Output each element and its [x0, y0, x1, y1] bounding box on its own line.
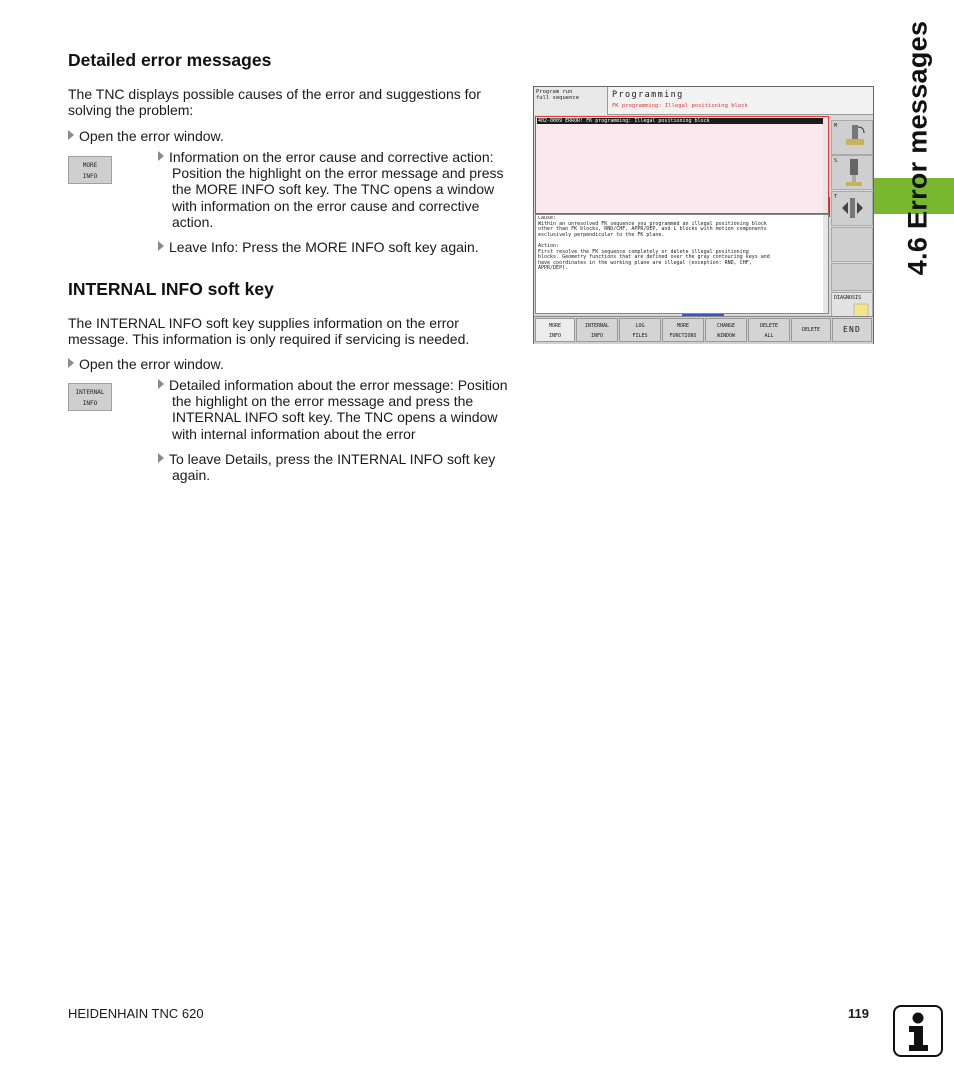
- spindle-m-softkey[interactable]: [831, 120, 873, 155]
- footer-product: HEIDENHAIN TNC 620: [68, 1006, 204, 1021]
- focus-indicator: [829, 197, 830, 217]
- softkey-more-functions[interactable]: [662, 318, 704, 342]
- heading-internal-info-soft-key: INTERNAL INFO soft key: [68, 279, 274, 299]
- screen-title: Programming: [612, 90, 684, 100]
- tool-icon: [832, 156, 872, 189]
- chapter-tab: [898, 20, 938, 276]
- vertical-softkey-bar: [831, 117, 873, 315]
- page-number: 119: [848, 1006, 869, 1021]
- side-label-s: S: [834, 158, 838, 164]
- softkey-label: CHANGE: [716, 323, 736, 329]
- info-text: Cause: Within an unresolved FK sequence you programmed an illegal positioning block other than FK blocks, RND/CHF, APPR/DEP, and L blocks with motion components exclusively perpendicular to the FK plane. Action: First resolve the FK sequence completely or delete illegal positioning blocks. Geometry functions that are defined over the gray contouring keys and have coordinates in the working plane are illegal (exception: RND, CHF, APPR/DEP).: [538, 216, 770, 272]
- title-box: [608, 87, 873, 115]
- empty-softkey-1[interactable]: [831, 227, 873, 262]
- arrow-icon: [158, 151, 164, 161]
- mode-line2: full sequence: [536, 95, 580, 102]
- tnc-error-screenshot: [533, 86, 874, 344]
- error-line-highlight[interactable]: 402-0009 ERROR! FK programming: Illegal positioning block: [537, 118, 827, 124]
- heading-detailed-error-messages: Detailed error messages: [68, 50, 272, 70]
- section2-step2: [158, 377, 510, 442]
- softkey-label: ALL: [764, 333, 774, 339]
- diagnosis-label: DIAGNOSIS: [834, 295, 862, 301]
- arrow-icon: [68, 358, 74, 368]
- softkey-end[interactable]: [832, 318, 872, 342]
- softkey-label: LOG: [635, 323, 645, 329]
- section2-step1: [68, 356, 508, 372]
- arrow-icon: [68, 130, 74, 140]
- section2-intro: The INTERNAL INFO soft key supplies information on the error message. This information is only required if servicing is needed.: [68, 315, 470, 348]
- side-label-t: T: [834, 194, 838, 200]
- mode-line1: Program run: [536, 89, 573, 95]
- step-text: Detailed information about the error message: Position the highlight on the error message and press the INTERNAL INFO soft key. The TNC opens a window with internal information about the error: [169, 377, 508, 442]
- spindle-icon: [832, 121, 872, 154]
- softkey-more-info[interactable]: [535, 318, 575, 342]
- softkey-label: MORE: [676, 323, 690, 329]
- info-glyph: [895, 1007, 941, 1055]
- spindle-s-softkey[interactable]: [831, 155, 873, 190]
- info-window: [535, 214, 829, 314]
- tool-t-softkey[interactable]: [831, 191, 873, 226]
- softkey-label: INFO: [548, 333, 562, 339]
- section1-step2: [158, 149, 510, 230]
- step-text: Open the error window.: [79, 128, 224, 144]
- section1-step1: [68, 128, 508, 144]
- softkey-delete[interactable]: [791, 318, 831, 342]
- softkey-log-files[interactable]: [619, 318, 661, 342]
- section1-step3: [158, 239, 510, 255]
- info-icon: [893, 1005, 943, 1057]
- info-scrollbar[interactable]: [823, 215, 828, 313]
- tool-change-icon: [832, 192, 872, 225]
- softkey-label: END: [842, 325, 862, 334]
- side-label-m: M: [834, 123, 838, 129]
- screen-subtitle: FK programming: Illegal positioning block: [612, 103, 748, 109]
- arrow-icon: [158, 453, 164, 463]
- mode-box: [534, 87, 608, 115]
- softkey-label: INTERNAL: [584, 323, 610, 329]
- softkey-label: FILES: [632, 333, 648, 339]
- arrow-icon: [158, 379, 164, 389]
- step-text: Open the error window.: [79, 356, 224, 372]
- error-list-scrollbar[interactable]: [823, 117, 828, 213]
- section2-step3: [158, 451, 510, 483]
- softkey-line1: INTERNAL: [75, 389, 105, 396]
- softkey-delete-all[interactable]: [748, 318, 790, 342]
- softkey-label: FUNCTIONS: [669, 333, 697, 339]
- error-list-window: [535, 116, 829, 214]
- softkey-line2: INFO: [82, 173, 98, 180]
- internal-info-softkey-image: [68, 383, 112, 411]
- step-text: Information on the error cause and corrective action: Position the highlight on the error message and press the MORE INFO soft key. The TNC opens a window with information on the error cause and corrective action.: [169, 149, 504, 230]
- softkey-label: INFO: [590, 333, 604, 339]
- softkey-label: DELETE: [801, 327, 821, 333]
- softkey-line1: MORE: [82, 162, 98, 169]
- softkey-label: DELETE: [759, 323, 779, 329]
- softkey-line2: INFO: [82, 400, 98, 407]
- bottom-softkey-bar: [534, 316, 873, 344]
- step-text: Leave Info: Press the MORE INFO soft key again.: [169, 239, 479, 255]
- section1-intro: The TNC displays possible causes of the error and suggestions for solving the problem:: [68, 86, 481, 119]
- softkey-label: MORE: [548, 323, 562, 329]
- empty-softkey-2[interactable]: [831, 263, 873, 291]
- chapter-tab-label: 4.6 Error messages: [902, 20, 933, 276]
- softkey-label: WINDOW: [716, 333, 736, 339]
- arrow-icon: [158, 241, 164, 251]
- softkey-internal-info[interactable]: [576, 318, 618, 342]
- active-window-indicator: [682, 314, 724, 316]
- step-text: To leave Details, press the INTERNAL INFO soft key again.: [169, 451, 496, 484]
- more-info-softkey-image: [68, 156, 112, 184]
- softkey-change-window[interactable]: [705, 318, 747, 342]
